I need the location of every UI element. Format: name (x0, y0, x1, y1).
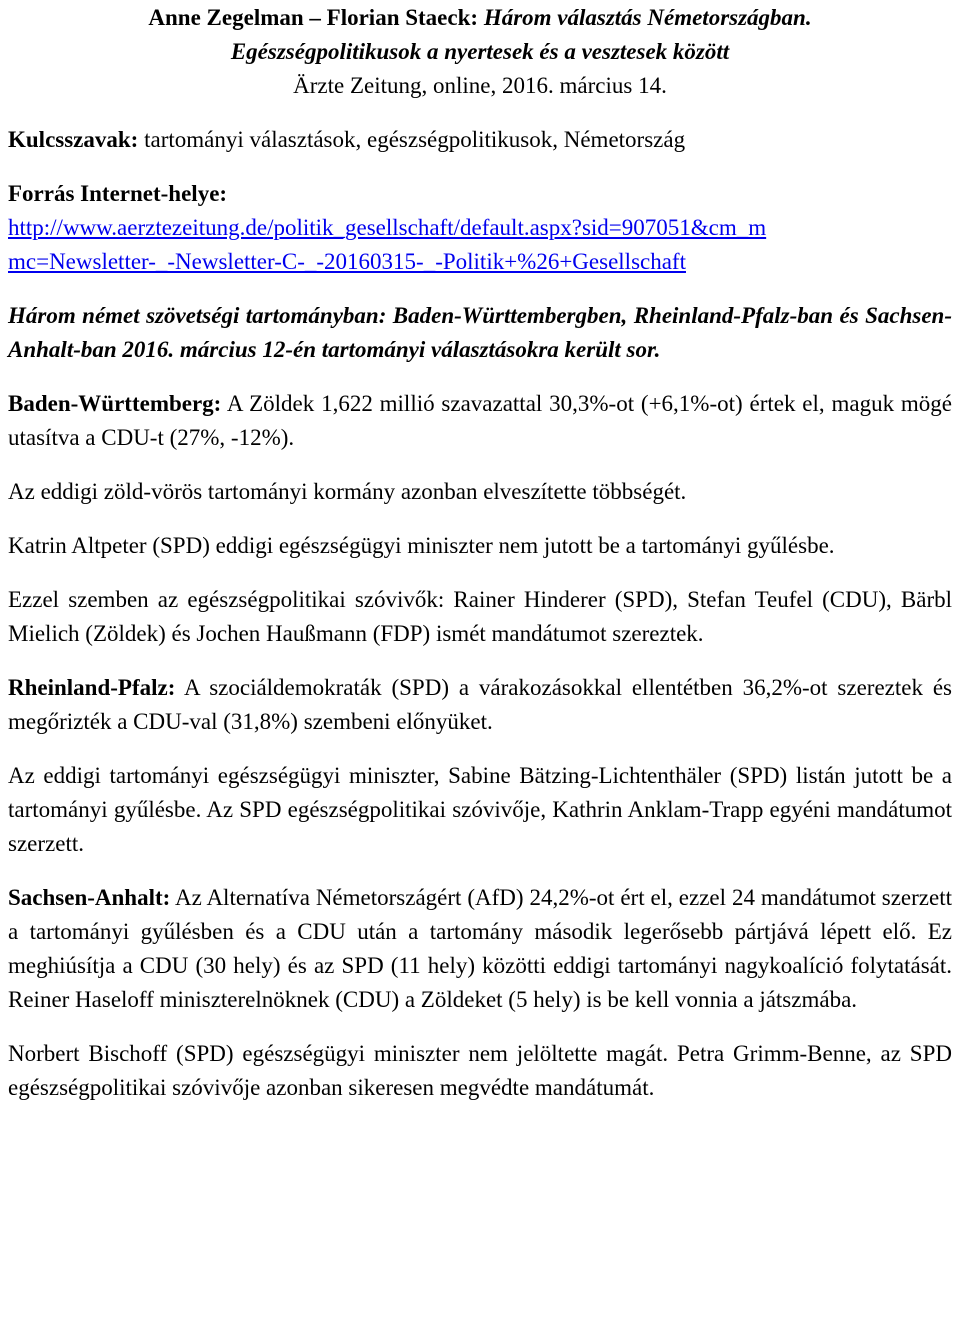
publication-source: Ärzte Zeitung, online, 2016. március 14. (293, 73, 667, 98)
region-label-rheinland-pfalz: Rheinland-Pfalz: (8, 675, 176, 700)
keywords-label: Kulcsszavak: (8, 127, 139, 152)
region-label-baden-wuerttemberg: Baden-Württemberg: (8, 391, 222, 416)
paragraph-rheinland-pfalz (8, 671, 952, 739)
source-url-line-1[interactable]: http://www.aerztezeitung.de/politik_gesellschaft/default.aspx?sid=907051&cm_m (8, 215, 767, 240)
document-page (0, 1, 960, 1105)
paragraph-text: Az Alternatíva Németországért (AfD) 24,2%-ot ért el, ezzel 24 mandátumot szerzett a tartományi gyűlésben és a CDU után a tartomány második legerősebb pártjává lépett elő. Ez meghiúsítja a CDU (30 hely) és az SPD (11 hely) közötti eddigi tartományi nagykoalíció folytatását. Reiner Haseloff miniszterelnöknek (CDU) a Zöldeket (5 hely) is be kell vonnia a játszmába. (8, 885, 952, 1012)
document-header (8, 1, 952, 103)
paragraph-altpeter: Katrin Altpeter (SPD) eddigi egészségügyi miniszter nem jutott be a tartományi gyűlésbe. (8, 533, 835, 558)
lead-paragraph: Három német szövetségi tartományban: Baden-Württembergben, Rheinland-Pfalz-ban és Sachsen-Anhalt-ban 2016. március 12-én tartományi választásokra került sor. (8, 303, 952, 362)
header-line-2 (8, 35, 952, 69)
paragraph-baetzing: Az eddigi tartományi egészségügyi miniszter, Sabine Bätzing-Lichtenthäler (SPD) listán jutott be a tartományi gyűlésbe. Az SPD egészségpolitikai szóvivője, Kathrin Anklam-Trapp egyéni mandátumot szerzett. (8, 763, 952, 856)
article-title-part-2: Egészségpolitikusok a nyertesek és a vesztesek között (230, 39, 730, 64)
source-url-line-2[interactable]: mc=Newsletter-_-Newsletter-C-_-20160315-_-Politik+%26+Gesellschaft (8, 249, 686, 274)
paragraph-spokespersons: Ezzel szemben az egészségpolitikai szóvivők: Rainer Hinderer (SPD), Stefan Teufel (CDU), Bärbl Mielich (Zöldek) és Jochen Haußmann (FDP) ismét mandátumot szereztek. (8, 587, 952, 646)
keywords-text: tartományi választások, egészségpolitikusok, Németország (138, 127, 686, 152)
authors: Anne Zegelman – Florian Staeck: (148, 5, 484, 30)
keywords (8, 123, 952, 157)
header-line-1 (8, 1, 952, 35)
source-site-label: Forrás Internet-helye: (8, 181, 228, 206)
paragraph-baden-wuerttemberg (8, 387, 952, 455)
paragraph-government: Az eddigi zöld-vörös tartományi kormány azonban elveszítette többségét. (8, 479, 687, 504)
source-url[interactable] (8, 211, 952, 279)
region-label-sachsen-anhalt: Sachsen-Anhalt: (8, 885, 171, 910)
paragraph-text: A Zöldek 1,622 millió szavazattal 30,3%-ot (+6,1%-ot) értek el, maguk mögé utasítva a CDU-t (27%, -12%). (8, 391, 952, 450)
paragraph-sachsen-anhalt (8, 881, 952, 1017)
paragraph-bischoff: Norbert Bischoff (SPD) egészségügyi miniszter nem jelöltette magát. Petra Grimm-Benne, az SPD egészségpolitikai szóvivője azonban sikeresen megvédte mandátumát. (8, 1041, 952, 1100)
paragraph-text: A szociáldemokraták (SPD) a várakozásokkal ellentétben 36,2%-ot szereztek és megőrizték a CDU-val (31,8%) szembeni előnyüket. (8, 675, 952, 734)
article-title-part-1: Három választás Németországban. (483, 5, 812, 30)
